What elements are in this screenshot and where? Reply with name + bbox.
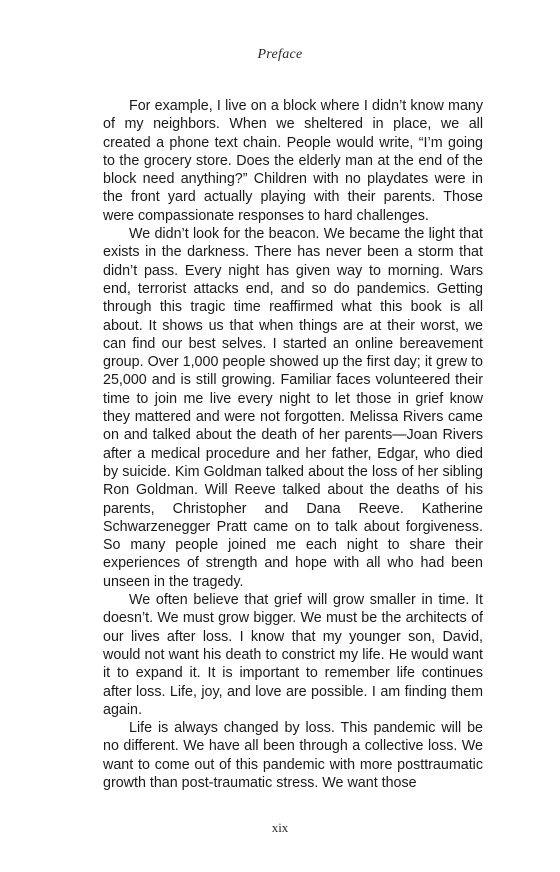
- paragraph: We often believe that grief will grow smaller in time. It doesn’t. We must grow bigger. We must be the architects of our lives after loss. I know that my younger son, David, would not want his death to constrict my life. He would want it to expand it. It is important to remember life continues after loss. Life, joy, and love are possible. I am finding them again.: [103, 592, 483, 718]
- running-head: Preface: [257, 47, 303, 62]
- paragraph: We didn’t look for the beacon. We became the light that exists in the darkness. There has never been a storm that didn’t pass. Every night has given way to morning. Wars end, terrorist attacks end, and so do pandemics. Getting through this tragic time reaffirmed what this book is all about. It shows us that when things are at their worst, we can find our best selves. I started an online bereavement group. Over 1,000 people showed up the first day; it grew to 25,000 and is still growing. Familiar faces volunteered their time to join me live every night to let those in grief know they mattered and were not forgotten. Melissa Rivers came on and talked about the death of her parents—Joan Rivers after a medical procedure and her father, Edgar, who died by suicide. Kim Goldman talked about the loss of her sibling Ron Goldman. Will Reeve talked about the deaths of his parents, Christopher and Dana Reeve. Katherine Schwarzenegger Pratt came on to talk about forgiveness. So many people joined me each night to share their experiences of strength and hope with all who had been unseen in the tragedy.: [103, 226, 483, 590]
- body-text: [103, 97, 483, 792]
- page-number: xix: [271, 820, 289, 835]
- paragraph: For example, I live on a block where I didn’t know many of my neighbors. When we sheltered in place, we all created a phone text chain. People would write, “I’m going to the grocery store. Does the elderly man at the end of the block need anything?” Children with no playdates were in the front yard actually playing with their parents. Those were compassionate responses to hard challenges.: [103, 98, 483, 224]
- paragraph: Life is always changed by loss. This pandemic will be no different. We have all been through a collective loss. We want to come out of this pandemic with more posttraumatic growth than post-traumatic stress. We want those: [103, 720, 483, 791]
